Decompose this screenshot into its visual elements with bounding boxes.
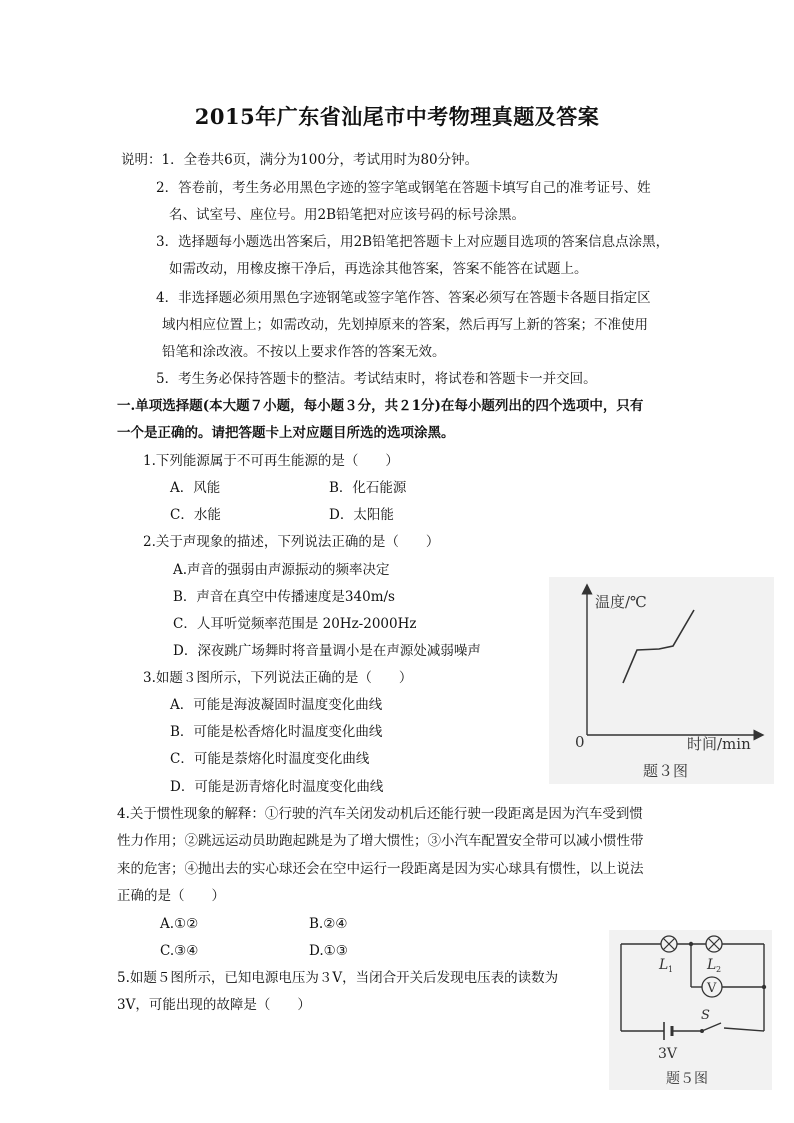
- q5-line-1: 5.如题５图所示，已知电源电压为３V，当闭合开关后发现电压表的读数为: [117, 970, 559, 986]
- page-title: 2015年广东省汕尾市中考物理真题及答案: [194, 104, 600, 129]
- lamp-l2-subscript: 2: [716, 965, 722, 974]
- instruction-line-2b: 名、试室号、座位号。用2B铅笔把对应该号码的标号涂黑。: [169, 207, 526, 223]
- instruction-line-3a: 3．选择题每小题选出答案后，用2B铅笔把答题卡上对应题目选项的答案信息点涂黑，: [156, 234, 670, 250]
- lamp-l2-icon: [706, 936, 722, 952]
- lamp-l2-label: L: [707, 957, 717, 973]
- instruction-line-4c: 铅笔和涂改液。不按以上要求作答的答案无效。: [162, 344, 446, 360]
- q4-option-c: C.③④: [160, 943, 199, 959]
- figure-3: [549, 577, 774, 784]
- fig3-x-label: 时间/min: [687, 735, 751, 753]
- q2-option-a: A.声音的强弱由声源振动的频率决定: [173, 562, 390, 578]
- fig3-caption: 题３图: [643, 762, 689, 780]
- fig3-y-label: 温度/℃: [595, 593, 647, 611]
- figure-5: [609, 930, 772, 1090]
- q2-option-c: C．人耳听觉频率范围是 20Hz-2000Hz: [173, 616, 417, 632]
- q3-option-d: D．可能是沥青熔化时温度变化曲线: [170, 779, 384, 795]
- junction-dot: [762, 985, 766, 989]
- q2-option-d: D．深夜跳广场舞时将音量调小是在声源处减弱噪声: [173, 643, 481, 659]
- q1-option-d: D．太阳能: [329, 507, 394, 523]
- lamp-l1-subscript: 1: [668, 965, 674, 974]
- instruction-line-1: 说明：1．全卷共6页，满分为100分，考试用时为80分钟。: [121, 152, 479, 168]
- instruction-line-3b: 如需改动，用橡皮擦干净后，再选涂其他答案，答案不能答在试题上。: [169, 261, 588, 277]
- q4-line-4: 正确的是（ ）: [117, 888, 225, 904]
- instruction-line-2a: 2．答卷前，考生务必用黑色字迹的签字笔或钢笔在答题卡填写自己的准考证号、姓: [156, 180, 651, 196]
- lamp-l1-label: L: [659, 957, 669, 973]
- q4-line-2: 性力作用；②跳远运动员助跑起跳是为了增大惯性；③小汽车配置安全带可以减小惯性带: [117, 833, 644, 849]
- q1-option-c: C．水能: [170, 507, 221, 523]
- q1-option-b: B．化石能源: [329, 480, 407, 496]
- switch-blade: [702, 1023, 721, 1031]
- q1-option-a: A．风能: [170, 480, 221, 496]
- q4-option-d: D.①③: [309, 943, 348, 959]
- fig3-temperature-curve: [623, 610, 694, 683]
- instruction-line-4b: 域内相应位置上；如需改动，先划掉原来的答案，然后再写上新的答案；不准使用: [162, 317, 648, 333]
- switch-pivot: [700, 1029, 704, 1033]
- q4-option-a: A.①②: [160, 916, 199, 932]
- q3-option-a: A．可能是海波凝固时温度变化曲线: [170, 697, 383, 713]
- switch-label: S: [701, 1008, 710, 1023]
- source-voltage-label: 3V: [658, 1046, 678, 1062]
- junction-dot: [689, 942, 693, 946]
- section-heading-line-1: 一.单项选择题(本大题７小题，每小题３分，共２1分)在每小题列出的四个选项中，只有: [117, 398, 644, 414]
- q2-stem: 2.关于声现象的描述，下列说法正确的是（ ）: [143, 534, 440, 550]
- fig5-caption: 题５图: [666, 1071, 708, 1087]
- q2-option-b: B．声音在真空中传播速度是340m/s: [173, 589, 395, 605]
- q4-option-b: B.②④: [309, 916, 348, 932]
- voltmeter-label: V: [707, 981, 717, 996]
- q4-line-3: 来的危害；④抛出去的实心球还会在空中运行一段距离是因为实心球具有惯性，以上说法: [117, 861, 644, 877]
- section-heading-line-2: 一个是正确的。请把答题卡上对应题目所选的选项涂黑。: [117, 425, 455, 441]
- q3-stem: 3.如题３图所示，下列说法正确的是（ ）: [143, 670, 413, 686]
- instruction-line-4a: 4．非选择题必须用黑色字迹钢笔或签字笔作答、答案必须写在答题卡各题目指定区: [156, 290, 651, 306]
- q3-option-c: C．可能是萘熔化时温度变化曲线: [170, 751, 370, 767]
- q4-line-1: 4.关于惯性现象的解释：①行驶的汽车关闭发动机后还能行驶一段距离是因为汽车受到惯: [117, 806, 643, 822]
- q3-option-b: B．可能是松香熔化时温度变化曲线: [170, 724, 383, 740]
- instruction-line-5: 5．考生务必保持答题卡的整洁。考试结束时，将试卷和答题卡一并交回。: [156, 371, 597, 387]
- fig3-origin: 0: [575, 733, 585, 751]
- lamp-l1-icon: [661, 936, 677, 952]
- q5-line-2: 3V，可能出现的故障是（ ）: [117, 997, 311, 1013]
- q1-stem: 1.下列能源属于不可再生能源的是（ ）: [143, 453, 399, 469]
